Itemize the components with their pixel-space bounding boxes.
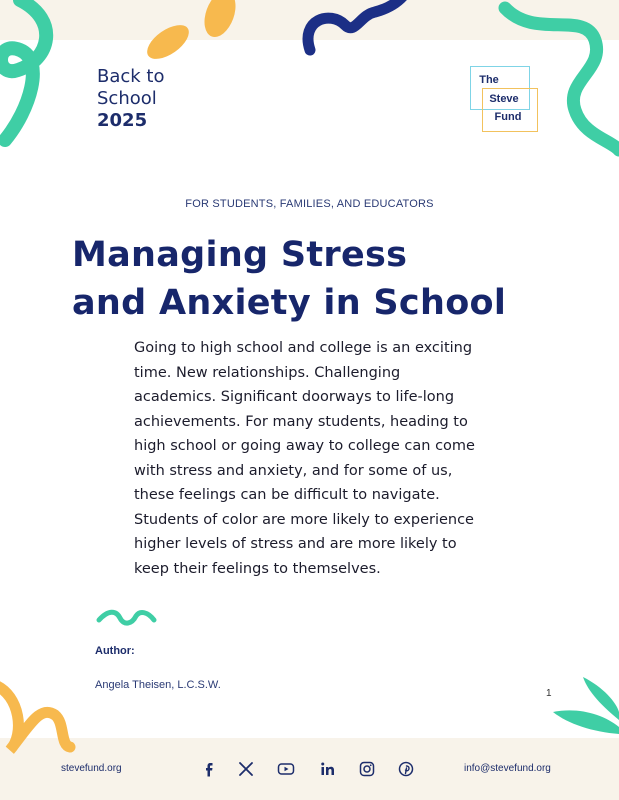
youtube-icon[interactable]	[277, 760, 295, 778]
linkedin-icon[interactable]	[319, 760, 337, 778]
teal-leaf-decoration	[548, 672, 619, 738]
logo-text-fund: Fund	[494, 111, 522, 123]
logo-text-the: The	[479, 74, 499, 86]
event-title-year: 2025	[97, 110, 148, 131]
author-name: Angela Theisen, L.C.S.W.	[95, 679, 221, 691]
event-title-line: Back to	[97, 66, 165, 87]
steve-fund-logo	[470, 66, 540, 134]
page-number: 1	[546, 688, 552, 699]
pinterest-icon[interactable]	[397, 760, 415, 778]
event-title	[97, 66, 207, 132]
website-link[interactable]: stevefund.org	[61, 763, 122, 774]
logo-text-steve: Steve	[489, 93, 519, 105]
instagram-icon[interactable]	[358, 760, 376, 778]
email-link[interactable]: info@stevefund.org	[464, 763, 551, 774]
facebook-icon[interactable]	[200, 760, 218, 778]
navy-squiggle-decoration	[300, 0, 410, 55]
intro-paragraph: Going to high school and college is an exciting time. New relationships. Challenging academics. Significant doorways to life-long achievements. For many students, heading to high school or going away to college can come with stress and anxiety, and for some of us, these feelings can be difficult to navigate. Students of color are more likely to experience higher levels of stress and are more likely to keep their feelings to themselves.	[134, 340, 475, 577]
orange-leaf-decoration	[148, 0, 243, 65]
author-label: Author:	[95, 645, 135, 657]
page-title-line: and Anxiety in School	[72, 283, 507, 323]
event-title-line: School	[97, 88, 157, 109]
teal-squiggle-top-left-decoration	[0, 0, 70, 150]
teal-wave-decoration	[96, 608, 158, 628]
orange-scribble-decoration	[0, 675, 75, 755]
x-icon[interactable]	[237, 760, 255, 778]
page-title	[72, 231, 592, 327]
audience-subtitle: FOR STUDENTS, FAMILIES, AND EDUCATORS	[185, 198, 434, 210]
page-title-line: Managing Stress	[72, 235, 408, 275]
